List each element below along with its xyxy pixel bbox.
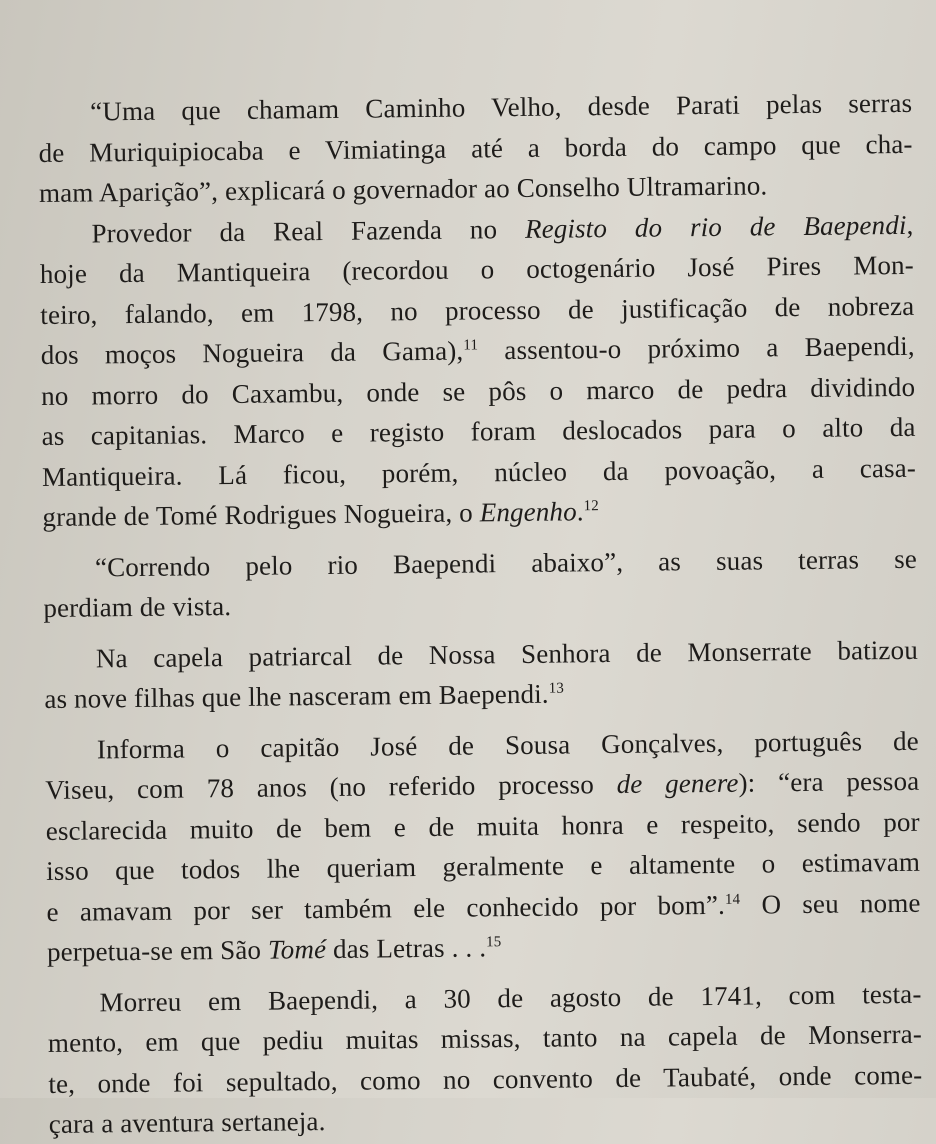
italic-text: Tomé (267, 934, 327, 965)
text-span: “Uma que chamam Caminho Velho, desde Parati pelas serras (90, 87, 913, 127)
paragraph (38, 83, 913, 214)
text-span: . (576, 496, 584, 527)
footnote-ref: 15 (486, 934, 502, 951)
text-span: O seu nome (740, 887, 921, 920)
text-span: mento, em que pediu muitas missas, tanto na capela de Monserra- (47, 1018, 923, 1058)
text-span: Informa o capitão José de Sousa Gonçalves, português de (96, 725, 919, 764)
text-span: perpetua-se em São (46, 934, 269, 967)
footnote-ref: 14 (724, 891, 741, 908)
page-text (38, 83, 923, 1144)
paragraph (45, 720, 921, 972)
text-span: as nove filhas que lhe nasceram em Baependi. (44, 678, 549, 714)
text-span: Provedor da Real Fazenda no (91, 213, 526, 248)
text-span: isso que todos lhe queriam geralmente e altamente o estimavam (46, 846, 921, 886)
text-span: esclarecida muito de bem e de muita honra e respeito, sendo por (45, 806, 920, 846)
text-span: teiro, falando, em 1798, no processo de justificação de nobreza (40, 290, 915, 330)
text-span: , (906, 209, 914, 240)
text-span: ): “era pessoa (738, 765, 920, 798)
text-line (49, 1095, 923, 1144)
paragraph (39, 204, 916, 537)
text-span: grande de Tomé Rodrigues Nogueira, o (42, 497, 480, 532)
text-line (43, 579, 917, 629)
text-span: as capitanias. Marco e registo foram deslocados para o alto da (41, 411, 916, 451)
italic-text: de genere (616, 767, 739, 799)
paragraph (43, 538, 918, 628)
text-span: te, onde foi sepultado, como no convento de Taubaté, onde come- (48, 1059, 923, 1099)
text-span: Morreu em Baependi, a 30 de agosto de 1741, com testa- (99, 978, 922, 1017)
text-span: Na capela patriarcal de Nossa Senhora de Monserrate batizou (95, 634, 919, 673)
text-span: hoje da Mantiqueira (recordou o octogenário José Pires Mon- (39, 249, 915, 289)
footnote-ref: 11 (463, 337, 479, 354)
italic-text: Engenho (479, 496, 577, 528)
text-span: e amavam por ser também ele conhecido por bom”. (46, 889, 726, 927)
text-span: çara a aventura sertaneja. (48, 1106, 326, 1139)
text-span: perdiam de vista. (43, 591, 232, 623)
text-span: de Muriquipiocaba e Vimiatinga até a borda do campo que cha- (38, 128, 913, 168)
text-span: no morro do Caxambu, onde se pôs o marco de pedra dividindo (41, 371, 916, 411)
text-span: “Correndo pelo rio Baependi abaixo”, as suas terras se (94, 543, 918, 582)
text-span: Viseu, com 78 anos (no referido processo (45, 768, 617, 805)
text-line (44, 670, 918, 720)
footnote-ref: 12 (583, 498, 600, 515)
text-span: dos moços Nogueira da Gama), (40, 335, 464, 370)
text-span: das Letras . . . (325, 932, 487, 965)
text-line (47, 923, 921, 973)
text-span: assentou-o próximo a Baependi, (477, 330, 915, 366)
paragraph (44, 629, 919, 719)
footnote-ref: 13 (548, 680, 565, 697)
text-span: mam Aparição”, explicará o governador ao Conselho Ultramarino. (38, 170, 768, 208)
paragraph (47, 973, 923, 1144)
text-span: Mantiqueira. Lá ficou, porém, núcleo da povoação, a casa- (41, 452, 917, 492)
text-line (42, 488, 916, 538)
italic-text: Registo do rio de Baependi (524, 209, 907, 244)
